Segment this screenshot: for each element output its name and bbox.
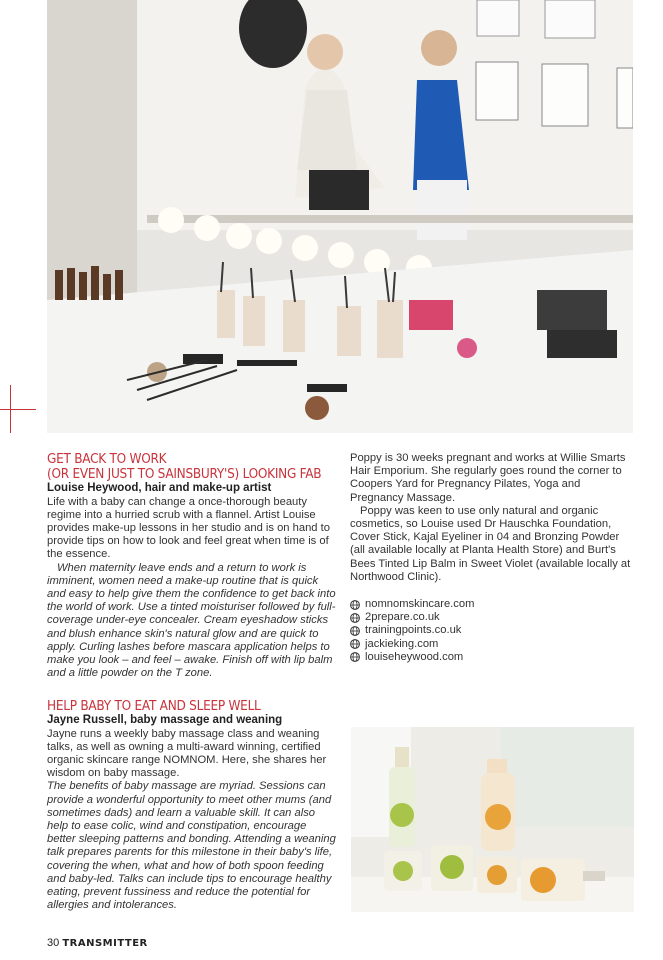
- skincare-products-photo: [351, 727, 634, 912]
- crop-mark-vertical: [10, 385, 11, 433]
- magazine-name: TRANSMITTER: [62, 938, 148, 949]
- byline: Jayne Russell, baby massage and weaning: [47, 714, 283, 726]
- website-link-label: 2prepare.co.uk: [365, 611, 440, 624]
- section-back-to-work: [47, 452, 337, 680]
- website-link[interactable]: [350, 651, 635, 664]
- globe-icon: [350, 626, 360, 636]
- right-column: [350, 452, 635, 664]
- quote-paragraph: When maternity leave ends and a return to work is imminent, women need a make-up routine that is quick and easy to help give them the confidence to get back into the world of work. Use a tinted moisturiser followed by full-coverage under-eye concealer. Cream eyeshadow sticks and blush enhance skin's natural glow and are quick to apply. Curling lashes before mascara application helps to make you look – and feel – awake. Finish off with lip balm and a little powder on the T zone.: [47, 561, 336, 680]
- page-footer: [47, 937, 148, 949]
- cosmetics-paragraph: Poppy was keen to use only natural and organic cosmetics, so Louise used Dr Hauschka Foundation, Cover Stick, Kajal Eyeliner in 04 and Bronzing Powder (all available locally at Planta Health Store) and Burt's Bees Tinted Lip Balm in Sweet Violet (available locally at Northwood Clinic).: [350, 504, 631, 583]
- intro-paragraph: Jayne runs a weekly baby massage class and weaning talks, as well as owning a multi-award winning, certified organic skincare range NOMNOM. Here, she shares her wisdom on baby massage.: [47, 727, 327, 780]
- page-number: 30: [47, 937, 60, 949]
- website-list: [350, 598, 635, 664]
- website-link[interactable]: [350, 611, 635, 624]
- globe-icon: [350, 639, 360, 649]
- website-link[interactable]: [350, 598, 635, 611]
- quote-paragraph: The benefits of baby massage are myriad. Sessions can provide a wonderful opportunity to meet other mums (and sometimes dads) and learn a valuable skill. It can also help to ease colic, wind and constipation, encourage better sleeping patterns and bonding. Attending a weaning talk prepares parents for this milestone in their baby's life, covering the when, what and how of both spoon feeding and baby-led. Talks can include tips to encourage healthy eating, prevent fussiness and reduce the potential for allergies and intolerances.: [47, 780, 336, 912]
- intro-paragraph: Life with a baby can change a once-thorough beauty regime into a hurried scrub with a flannel. Artist Louise provides make-up lessons in her studio and is on hand to provide tips on how to look and feel great when time is of the essence.: [47, 495, 330, 561]
- section-heading-line1: GET BACK TO WORK: [47, 452, 167, 467]
- byline: Louise Heywood, hair and make-up artist: [47, 482, 272, 494]
- crop-mark-horizontal: [0, 409, 36, 410]
- globe-icon: [350, 600, 360, 610]
- poppy-paragraph: Poppy is 30 weeks pregnant and works at Willie Smarts Hair Emporium. She regularly goes round the corner to Coopers Yard for Pregnancy Pilates, Yoga and Pregnancy Massage.: [350, 452, 626, 504]
- website-link-label: nomnomskincare.com: [365, 598, 475, 611]
- website-link[interactable]: [350, 638, 635, 651]
- section-heading: HELP BABY TO EAT AND SLEEP WELL: [47, 699, 261, 714]
- website-link-label: trainingpoints.co.uk: [365, 624, 462, 637]
- globe-icon: [350, 613, 360, 623]
- section-heading-line2: (OR EVEN JUST TO SAINSBURY'S) LOOKING FAB: [47, 467, 322, 482]
- section-baby-eat-sleep: [47, 699, 337, 912]
- website-link-label: jackieking.com: [365, 637, 439, 650]
- globe-icon: [350, 652, 360, 662]
- makeup-studio-photo: [47, 0, 633, 433]
- website-link-label: louiseheywood.com: [365, 650, 464, 663]
- website-link[interactable]: [350, 624, 635, 637]
